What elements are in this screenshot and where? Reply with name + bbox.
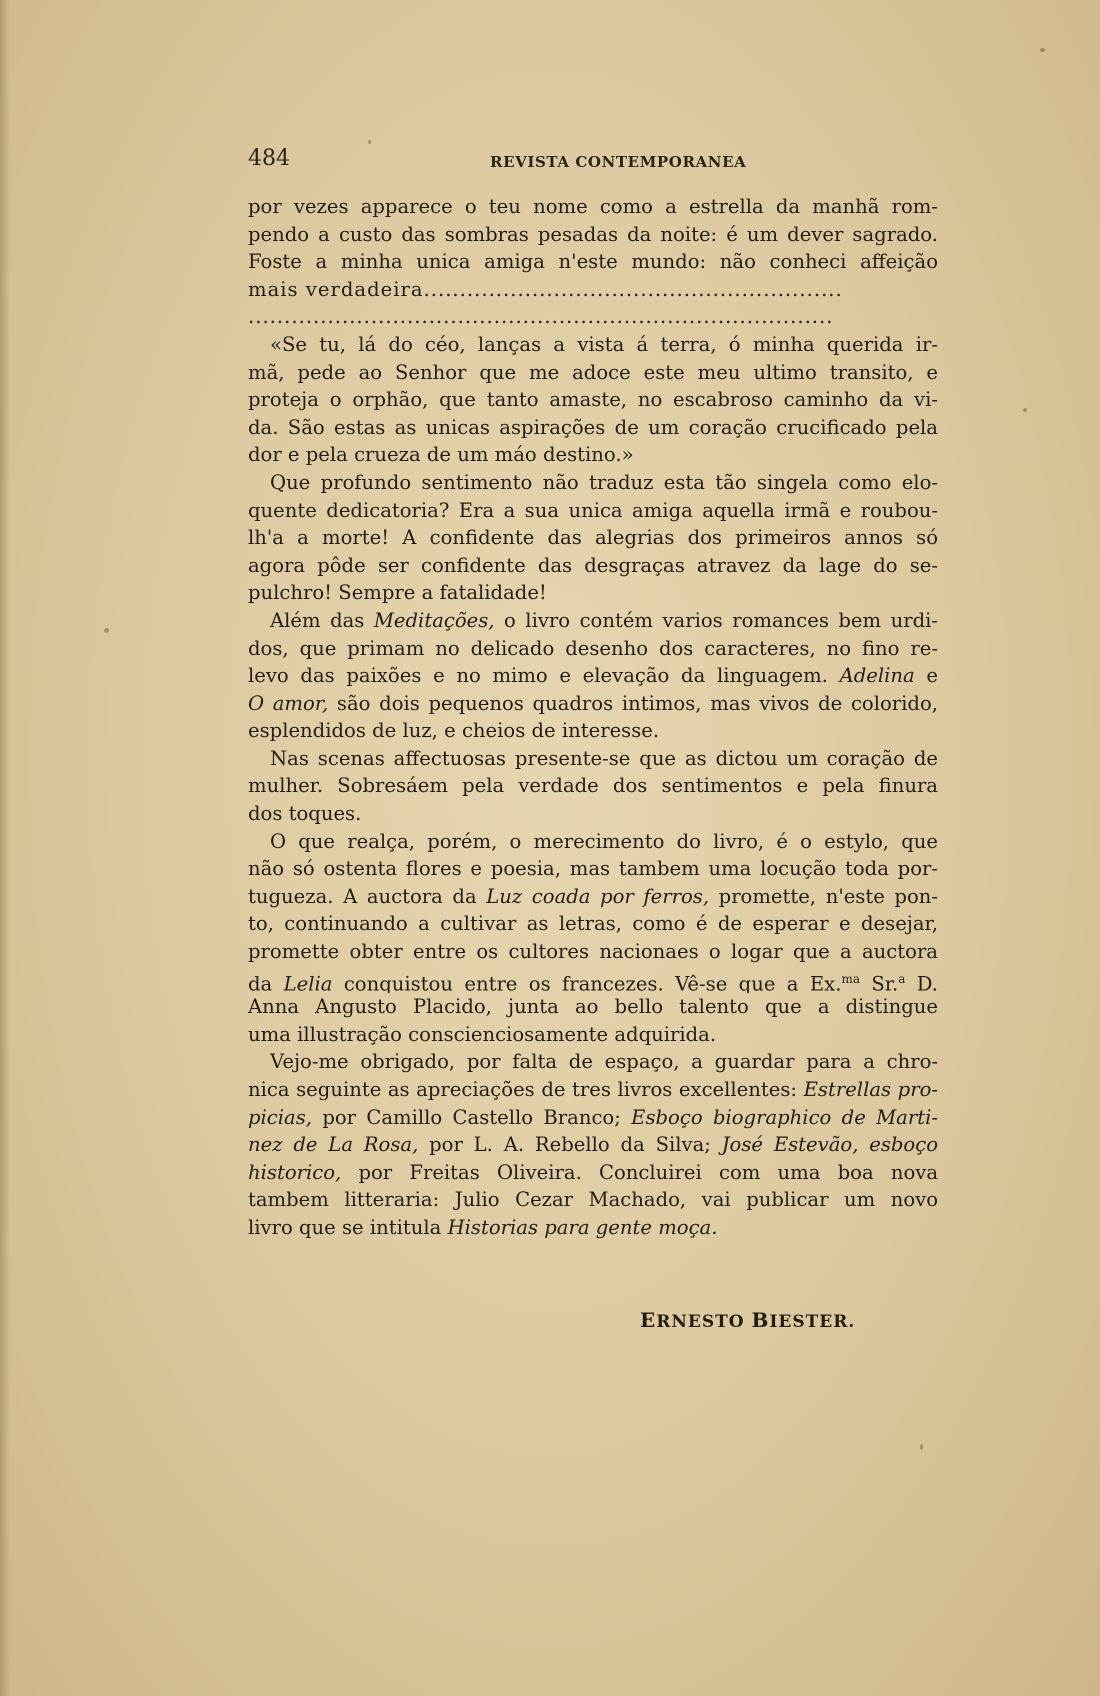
text-run: conquistou entre os francezes. Vê-se que a Ex.: [332, 972, 842, 994]
text-line: [248, 966, 938, 994]
signature-initial: E: [640, 1308, 657, 1332]
page-number: 484: [248, 146, 290, 171]
text-line: [248, 662, 938, 690]
book-title: historico,: [248, 1160, 342, 1184]
paper-speck: [104, 628, 109, 633]
text-line: Nas scenas affectuosas presente-se que as dictou um coração de: [270, 746, 938, 770]
text-line: Foste a minha unica amiga n'este mundo: não conheci affeição: [248, 250, 938, 274]
signature-initial: B: [751, 1308, 770, 1332]
text-line: [248, 607, 938, 635]
text-line: uma illustração conscienciosamente adquirida.: [248, 1022, 717, 1046]
text-line: O que realça, porém, o merecimento do livro, é o estylo, que: [270, 829, 938, 853]
page-gutter-shadow: [0, 0, 10, 1696]
paper-speck: [368, 140, 371, 144]
text-run: D.: [905, 972, 938, 994]
text-line: [248, 1214, 938, 1242]
text-line: por vezes apparece o teu nome como a estrella da manhã rom-: [248, 195, 938, 218]
quote-line: da. São estas as unicas aspirações de um coração crucificado pela: [248, 415, 938, 439]
text-line: Anna Angusto Placido, junta ao bello talento que a distingue: [248, 995, 938, 1019]
book-title: Historias para gente moça.: [447, 1215, 718, 1239]
text-line: [248, 690, 938, 718]
text-run: por Camillo Castello Branco;: [312, 1105, 632, 1129]
text-line: [248, 1159, 938, 1187]
page-header: [248, 146, 938, 176]
text-run: por L. A. Rebello da Silva;: [418, 1133, 722, 1157]
text-run: Sr.: [860, 972, 899, 994]
text-line: lh'a a morte! A confidente das alegrias dos primeiros annos só: [248, 526, 938, 550]
text-line: Vejo-me obrigado, por falta de espaço, a guardar para a chro-: [270, 1050, 938, 1074]
text-run: da: [248, 972, 284, 994]
book-title: Estrellas pro-: [803, 1078, 938, 1101]
text-line: não só ostenta flores e poesia, mas tambem uma locução toda por-: [248, 857, 938, 881]
text-run: por Freitas Oliveira. Concluirei com uma boa nova: [341, 1160, 938, 1184]
text-line: [248, 1131, 938, 1159]
paper-speck: [1023, 408, 1027, 412]
book-title: O amor,: [248, 691, 329, 715]
text-line-dotted: mais verdadeira..........................................................: [248, 277, 843, 301]
text-run: são dois pequenos quadros intimos, mas vivos de colorido,: [328, 691, 938, 715]
text-line: esplendidos de luz, e cheios de interesse.: [248, 719, 660, 743]
signature-part: IESTER.: [769, 1312, 856, 1332]
text-run: nica seguinte as apreciações de tres livros excellentes:: [248, 1078, 804, 1101]
book-title: picias,: [248, 1105, 313, 1129]
book-title: José Estevão, esboço: [721, 1133, 938, 1157]
text-line: tambem litteraria: Julio Cezar Machado, vai publicar um novo: [248, 1188, 938, 1212]
quote-line: proteja o orphão, que tanto amaste, no escabroso caminho da vi-: [248, 388, 938, 412]
text-line: promette obter entre os cultores nacionaes o logar que a auctora: [248, 940, 938, 964]
text-line: [248, 883, 938, 911]
text-run: e: [914, 664, 938, 688]
text-line: dos toques.: [248, 802, 362, 826]
article-body: [248, 193, 938, 1242]
paper-speck: [920, 1444, 923, 1450]
book-title: Luz coada por ferros,: [486, 884, 710, 908]
text-line: [248, 1076, 938, 1104]
book-title: Lelia: [283, 972, 333, 994]
text-line: [248, 1104, 938, 1132]
text-run: tugueza. A auctora da: [248, 884, 487, 908]
text-line: pulchro! Sempre a fatalidade!: [248, 581, 547, 605]
text-line: to, continuando a cultivar as letras, como é de esperar e desejar,: [248, 912, 938, 936]
quote-line: «Se tu, lá do céo, lanças a vista á terra, ó minha querida ir-: [270, 332, 938, 356]
text-run: o livro contém varios romances bem urdi-: [494, 608, 938, 632]
book-title: Esboço biographico de Marti-: [631, 1105, 938, 1129]
paper-speck: [1040, 48, 1045, 52]
text-line: Que profundo sentimento não traduz esta tão singela como elo-: [270, 470, 938, 494]
text-line: dos, que primam no delicado desenho dos caracteres, no fino re-: [248, 636, 938, 660]
text-run: livro que se intitula: [248, 1215, 448, 1239]
ellipsis-line: .................................................................................: [248, 305, 834, 329]
author-signature: [640, 1308, 855, 1332]
text-line: mulher. Sobresáem pela verdade dos sentimentos e pela finura: [248, 774, 938, 798]
text-run: promette, n'este pon-: [709, 884, 938, 908]
text-run: levo das paixões e no mimo e elevação da linguagem.: [248, 664, 840, 688]
signature-part: RNESTO: [656, 1312, 752, 1332]
text-line: quente dedicatoria? Era a sua unica amiga aquella irmã e roubou-: [248, 498, 938, 522]
book-title: Adelina: [839, 664, 915, 688]
running-title: REVISTA CONTEMPORANEA: [490, 153, 747, 171]
quote-line: mã, pede ao Senhor que me adoce este meu ultimo transito, e: [248, 360, 938, 384]
text-run: Além das: [270, 608, 374, 632]
superscript: ma: [841, 971, 860, 986]
text-line: agora pôde ser confidente das desgraças atravez da lage do se-: [248, 553, 938, 577]
superscript: a: [898, 971, 906, 986]
book-title: Meditações,: [373, 608, 495, 632]
text-line: pendo a custo das sombras pesadas da noite: é um dever sagrado.: [248, 222, 938, 246]
book-title: nez de La Rosa,: [248, 1133, 419, 1157]
quote-line: dor e pela crueza de um máo destino.»: [248, 443, 634, 467]
